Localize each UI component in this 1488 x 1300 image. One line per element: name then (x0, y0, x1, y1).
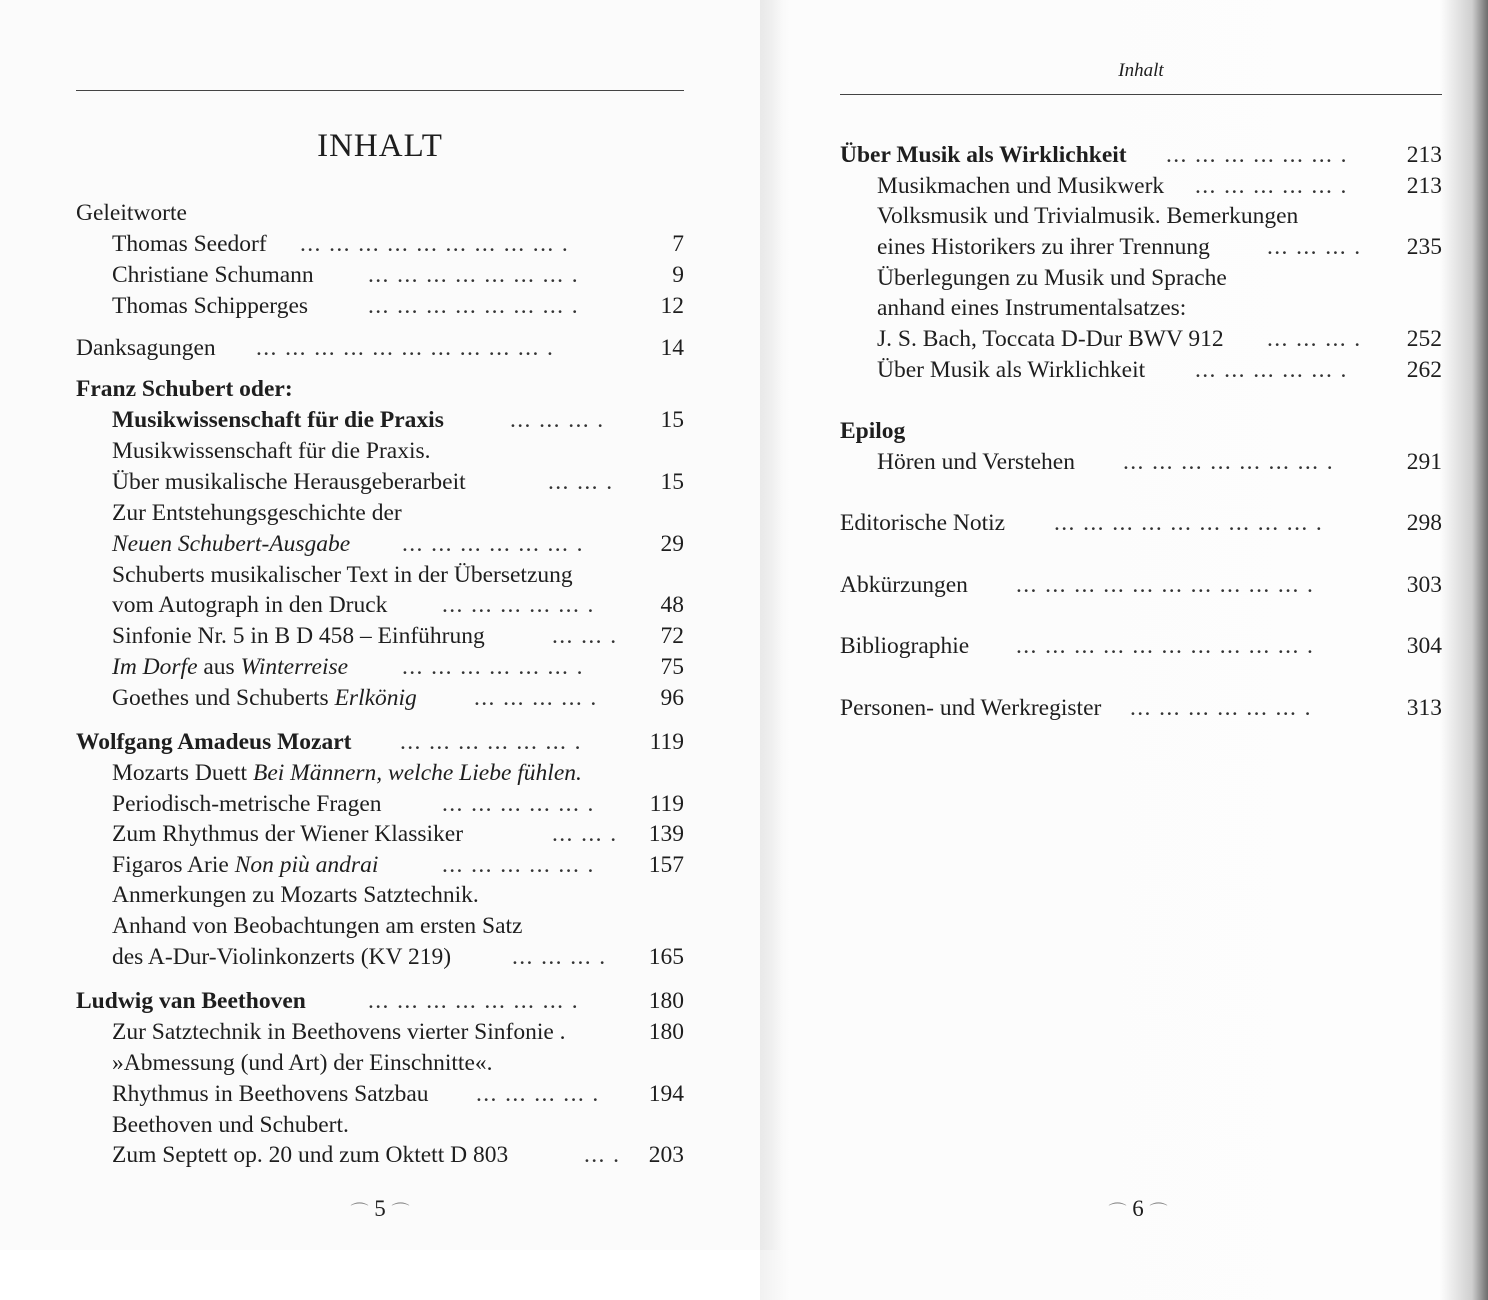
header-rule (76, 90, 684, 91)
page-title: INHALT (317, 128, 443, 164)
toc-entry[interactable]: Zum Septett op. 20 und zum Oktett D 803 ... . 203 (112, 1142, 684, 1168)
toc-entry-line: Musikwissenschaft für die Praxis. (112, 438, 431, 464)
toc-entry-line: Überlegungen zu Musik und Sprache (877, 265, 1227, 291)
toc-entry[interactable]: Zur Satztechnik in Beethovens vierter Sinfonie . 180 (112, 1019, 684, 1045)
toc-heading: Geleitworte (76, 200, 187, 226)
left-page (0, 0, 760, 1250)
ornament-icon: ⌒ (1149, 1201, 1168, 1222)
toc-entry[interactable]: Periodisch-metrische Fragen ... ... ... ... ... . 119 (112, 791, 684, 817)
toc-entry-line: »Abmessung (und Art) der Einschnitte«. (112, 1050, 493, 1076)
toc-entry[interactable]: des A-Dur-Violinkonzerts (KV 219) ... ... ... . 165 (112, 944, 684, 970)
toc-entry[interactable]: Über Musik als Wirklichkeit ... ... ... ... ... ... . 213 (840, 142, 1442, 168)
toc-entry[interactable]: Danksagungen ... ... ... ... ... ... ... ... ... ... . 14 (76, 335, 684, 361)
toc-entry[interactable]: Zum Rhythmus der Wiener Klassiker ... ... . 139 (112, 821, 684, 847)
toc-entry[interactable]: Wolfgang Amadeus Mozart ... ... ... ... ... ... . 119 (76, 729, 684, 755)
toc-entry[interactable]: Neuen Schubert-Ausgabe ... ... ... ... ... ... . 29 (112, 531, 684, 557)
header-rule (840, 94, 1442, 95)
toc-entry[interactable]: Hören und Verstehen ... ... ... ... ... ... ... . 291 (877, 449, 1442, 475)
toc-entry[interactable]: vom Autograph in den Druck ... ... ... ... ... . 48 (112, 592, 684, 618)
toc-entry[interactable]: Ludwig van Beethoven ... ... ... ... ... ... ... . 180 (76, 988, 684, 1014)
toc-entry-line: Mozarts Duett Bei Männern, welche Liebe fühlen. (112, 760, 582, 786)
page-number: ⌒ 6 ⌒ (1108, 1196, 1168, 1222)
right-page (760, 0, 1488, 1300)
toc-heading: Franz Schubert oder: (76, 376, 293, 402)
toc-entry[interactable]: Musikmachen und Musikwerk ... ... ... ... ... . 213 (877, 173, 1442, 199)
ornament-icon: ⌒ (1108, 1201, 1127, 1222)
toc-entry-line: anhand eines Instrumentalsatzes: (877, 295, 1187, 321)
toc-entry[interactable]: Christiane Schumann ... ... ... ... ... ... ... . 9 (112, 262, 684, 288)
toc-entry[interactable]: Thomas Schipperges ... ... ... ... ... ... ... . 12 (112, 293, 684, 319)
toc-entry[interactable]: Bibliographie ... ... ... ... ... ... ... ... ... ... . 304 (840, 633, 1442, 659)
toc-entry[interactable]: Goethes und Schuberts Erlkönig ... ... ... ... . 96 (112, 685, 684, 711)
toc-entry[interactable]: Personen- und Werkregister ... ... ... ... ... ... . 313 (840, 695, 1442, 721)
ornament-icon: ⌒ (350, 1201, 369, 1222)
toc-entry[interactable]: Im Dorfe aus Winterreise ... ... ... ... ... ... . 75 (112, 654, 684, 680)
toc-entry[interactable]: Figaros Arie Non più andrai ... ... ... ... ... . 157 (112, 852, 684, 878)
toc-heading: Epilog (840, 418, 906, 444)
toc-entry-line: Volksmusik und Trivialmusik. Bemerkungen (877, 203, 1299, 229)
ornament-icon: ⌒ (391, 1201, 410, 1222)
toc-entry[interactable]: J. S. Bach, Toccata D-Dur BWV 912 ... ... ... . 252 (877, 326, 1442, 352)
toc-entry[interactable]: Musikwissenschaft für die Praxis ... ... ... . 15 (112, 407, 684, 433)
toc-entry[interactable]: Sinfonie Nr. 5 in B D 458 – Einführung ... ... . 72 (112, 623, 684, 649)
toc-entry[interactable]: eines Historikers zu ihrer Trennung ... ... ... . 235 (877, 234, 1442, 260)
toc-entry-line: Beethoven und Schubert. (112, 1112, 349, 1138)
page-number: ⌒ 5 ⌒ (350, 1196, 410, 1222)
toc-entry-line: Zur Entstehungsgeschichte der (112, 500, 402, 526)
toc-entry[interactable]: Über Musik als Wirklichkeit ... ... ... ... ... . 262 (877, 357, 1442, 383)
toc-entry[interactable]: Über musikalische Herausgeberarbeit ... ... . 15 (112, 469, 684, 495)
toc-entry-line: Anhand von Beobachtungen am ersten Satz (112, 913, 523, 939)
toc-entry-line: Anmerkungen zu Mozarts Satztechnik. (112, 882, 479, 908)
toc-entry-line: Schuberts musikalischer Text in der Übersetzung (112, 562, 573, 588)
toc-entry[interactable]: Abkürzungen ... ... ... ... ... ... ... ... ... ... . 303 (840, 572, 1442, 598)
toc-entry[interactable]: Rhythmus in Beethovens Satzbau ... ... ... ... . 194 (112, 1081, 684, 1107)
running-head: Inhalt (1118, 60, 1164, 81)
toc-entry[interactable]: Thomas Seedorf ... ... ... ... ... ... ... ... ... . 7 (112, 231, 684, 257)
page-fold-shadow (760, 0, 782, 1250)
toc-entry[interactable]: Editorische Notiz ... ... ... ... ... ... ... ... ... . 298 (840, 510, 1442, 536)
